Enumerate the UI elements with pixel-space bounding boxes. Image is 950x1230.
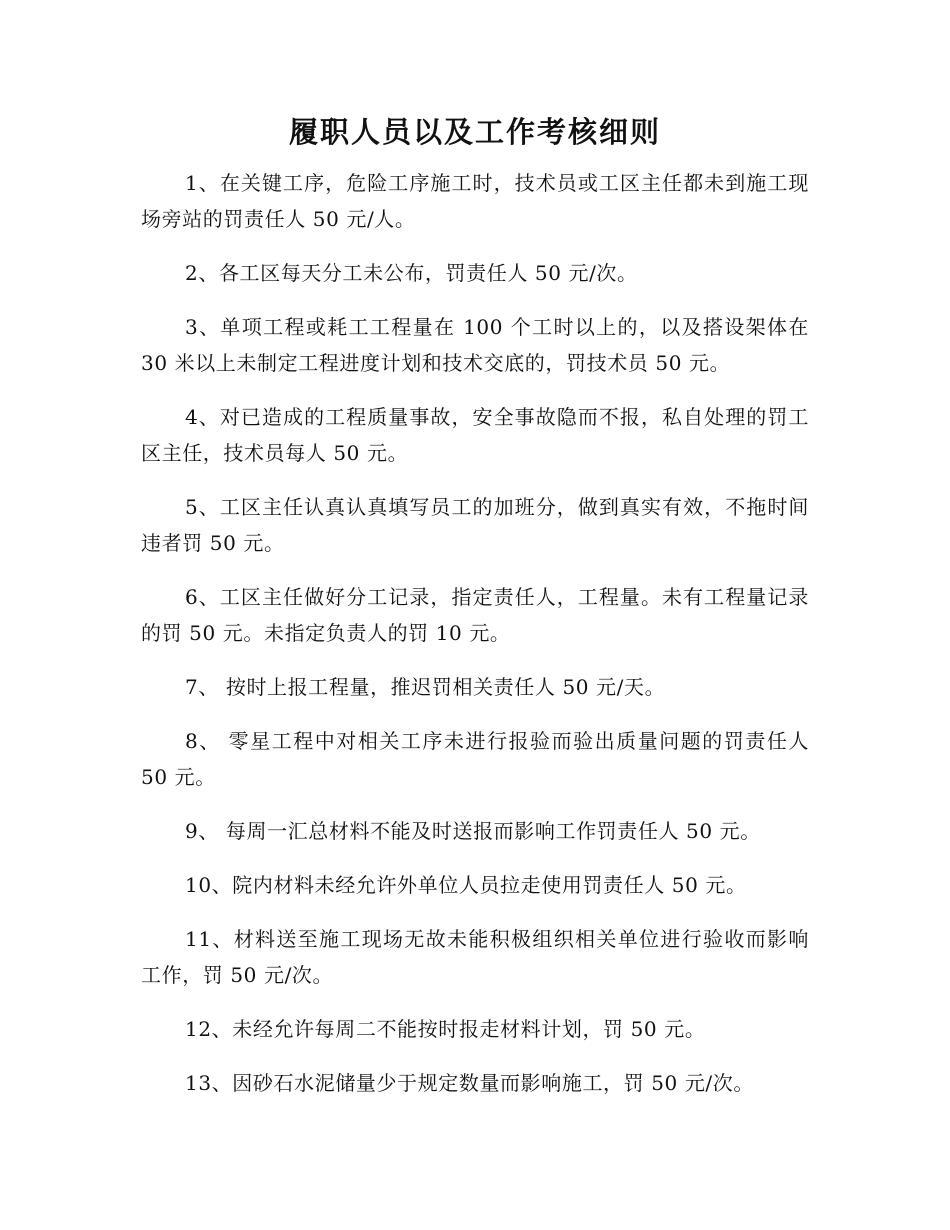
rule-paragraph-5: 5、工区主任认真认真填写员工的加班分，做到真实有效，不拖时间违者罚 50 元。 xyxy=(141,495,809,555)
document-title: 履职人员以及工作考核细则 xyxy=(288,115,661,149)
rule-paragraph-13: 13、因砂石水泥储量少于规定数量而影响施工，罚 50 元/次。 xyxy=(185,1071,754,1095)
rule-paragraph-10: 10、院内材料未经允许外单位人员拉走使用罚责任人 50 元。 xyxy=(185,873,747,897)
rule-paragraph-9: 9、 每周一汇总材料不能及时送报而影响工作罚责任人 50 元。 xyxy=(185,819,761,843)
rule-paragraph-7: 7、 按时上报工程量，推迟罚相关责任人 50 元/天。 xyxy=(185,675,666,699)
rule-paragraph-3: 3、单项工程或耗工工程量在 100 个工时以上的，以及搭设架体在 30 米以上未制定工程进度计划和技术交底的，罚技术员 50 元。 xyxy=(141,315,809,375)
rule-paragraph-4: 4、对已造成的工程质量事故，安全事故隐而不报，私自处理的罚工区主任，技术员每人 50 元。 xyxy=(141,405,809,465)
rule-paragraph-11: 11、材料送至施工现场无故未能积极组织相关单位进行验收而影响工作，罚 50 元/次。 xyxy=(141,927,809,987)
rule-paragraph-12: 12、未经允许每周二不能按时报走材料计划，罚 50 元。 xyxy=(185,1017,706,1041)
rule-paragraph-2: 2、各工区每天分工未公布，罚责任人 50 元/次。 xyxy=(185,261,638,285)
rule-paragraph-1: 1、在关键工序，危险工序施工时，技术员或工区主任都未到施工现场旁站的罚责任人 50 元/人。 xyxy=(141,171,809,231)
rule-paragraph-6: 6、工区主任做好分工记录，指定责任人，工程量。未有工程量记录的罚 50 元。未指定负责人的罚 10 元。 xyxy=(141,585,809,645)
rule-paragraph-8: 8、 零星工程中对相关工序未进行报验而验出质量问题的罚责任人 50 元。 xyxy=(141,729,809,789)
document-body xyxy=(141,165,809,1119)
